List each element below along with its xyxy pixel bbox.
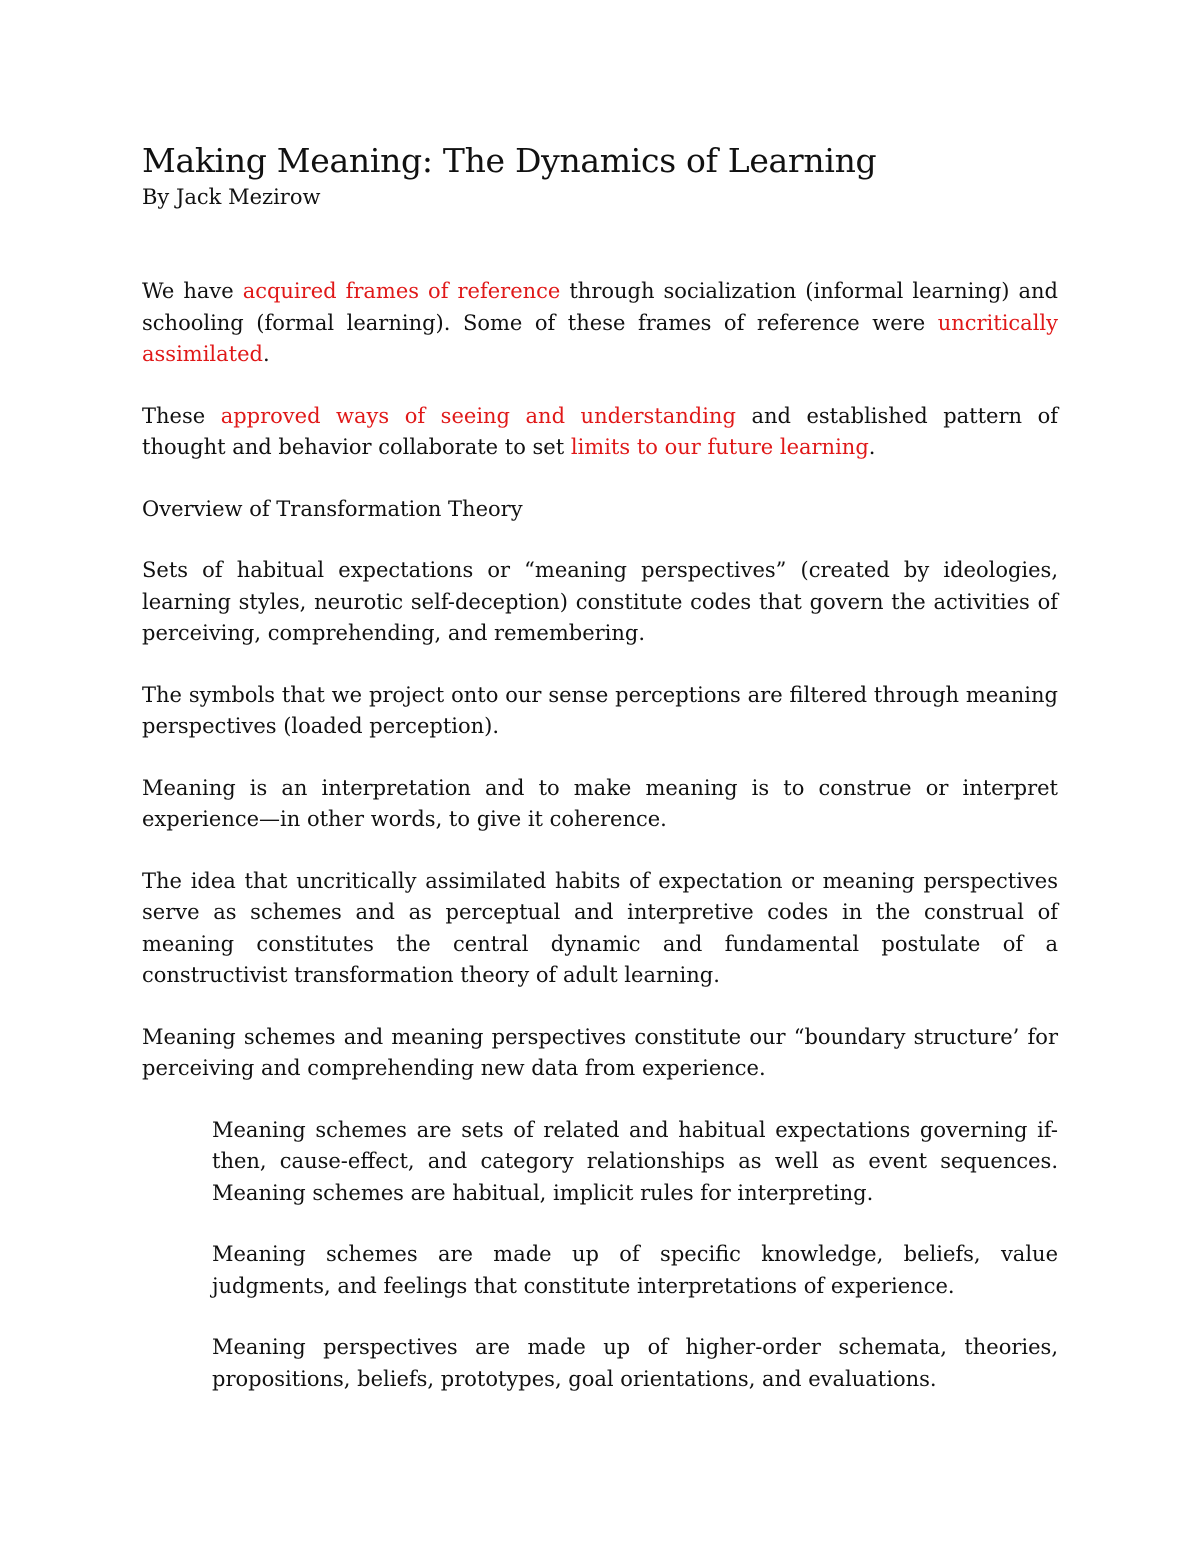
paragraph-text: through socialization (informal learning) and schooling (formal learning). Some of these frames of reference were: [142, 279, 1058, 335]
highlighted-phrase: uncritically assimilated: [142, 310, 1058, 366]
paragraph-habitual-expectations: Sets of habitual expectations or “meaning perspectives” (created by ideologies, learning styles, neurotic self-deception) constitute codes that govern the activities of perceiving, comprehending, and remembering.: [142, 558, 1058, 645]
paragraph-symbols: The symbols that we project onto our sense perceptions are filtered through meaning perspectives (loaded perception).: [142, 682, 1058, 738]
paragraph-approved-ways: [142, 401, 1058, 464]
paragraph-text: .: [262, 342, 270, 366]
document-body: [142, 138, 1058, 1395]
paragraph-text: and established pattern of thought and behavior collaborate to set: [142, 403, 1058, 459]
indented-paragraph-scheme-contents: Meaning schemes are made up of specific knowledge, beliefs, value judgments, and feelings that constitute interpretations of experience.: [212, 1242, 1058, 1298]
paragraph-frames-of-reference: [142, 276, 1058, 371]
highlighted-phrase: acquired frames of reference: [242, 279, 561, 303]
paragraph-boundary-structure: Meaning schemes and meaning perspectives constitute our “boundary structure’ for perceiving and comprehending new data from experience.: [142, 1024, 1058, 1080]
highlighted-phrase: limits to our future learning: [570, 435, 869, 459]
paragraph-text: These: [142, 403, 221, 428]
paragraph-text: We have: [142, 279, 243, 303]
indented-paragraph-meaning-perspectives: Meaning perspectives are made up of higher-order schemata, theories, propositions, beliefs, prototypes, goal orientations, and evaluations.: [212, 1335, 1058, 1391]
highlighted-phrase: approved ways of seeing and understanding: [220, 403, 736, 428]
paragraph-meaning-interpretation: Meaning is an interpretation and to make meaning is to construe or interpret experience—in other words, to give it coherence.: [142, 775, 1058, 831]
document-title: Making Meaning: The Dynamics of Learning: [142, 141, 877, 180]
document-author: By Jack Mezirow: [142, 185, 321, 209]
paragraph-central-dynamic: The idea that uncritically assimilated habits of expectation or meaning perspectives serve as schemes and as perceptual and interpretive codes in the construal of meaning constitutes the central dynamic and fundamental postulate of a constructivist transformation theory of adult learning.: [142, 868, 1058, 987]
paragraph-text: .: [868, 435, 876, 459]
section-heading: Overview of Transformation Theory: [142, 496, 523, 521]
indented-paragraph-meaning-schemes: Meaning schemes are sets of related and habitual expectations governing if-then, cause-effect, and category relationships as well as event sequences. Meaning schemes are habitual, implicit rules for interpreting.: [212, 1117, 1058, 1205]
